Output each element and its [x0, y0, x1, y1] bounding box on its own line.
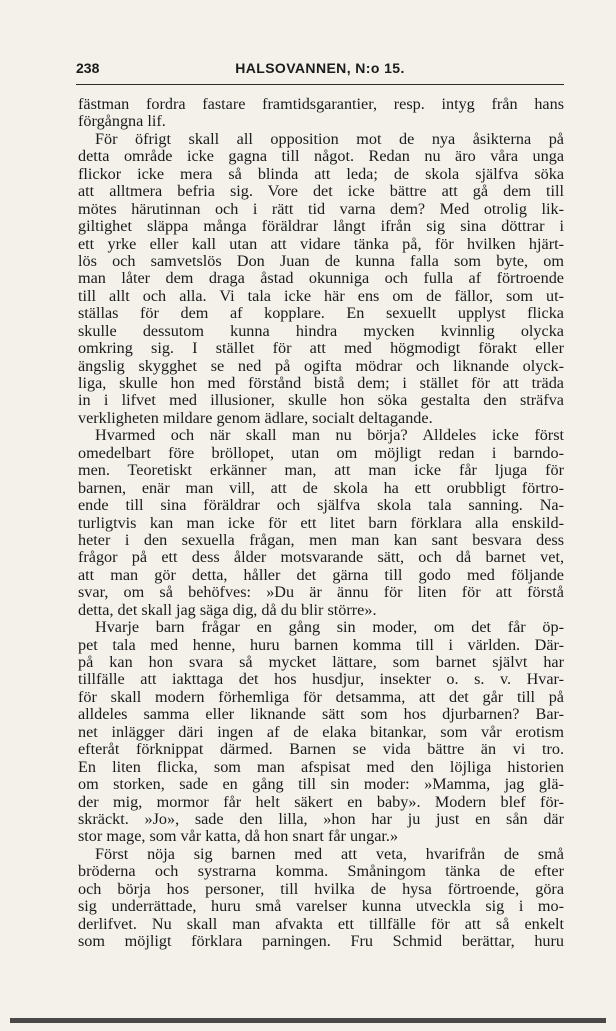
text-line: turligtvis kan man icke för ett litet barn förklara alla enskild- [78, 513, 564, 532]
text-line: för skall modern förhemliga för detsamma, att det går till på [78, 687, 564, 706]
header-rule [76, 84, 564, 85]
text-line: att man gör detta, håller det gärna till godo med följande [78, 565, 564, 584]
text-line: ställas för dem af kopplare. En sexuellt upplyst flicka [78, 304, 564, 323]
text-line: tillfälle att iakttaga det hos husdjur, insekter o. s. v. Hvar- [78, 670, 564, 689]
text-line: sig underrättade, huru små varelser kunna utveckla sig i mo- [78, 897, 564, 916]
text-line: För öfrigt skall all opposition mot de nya åsikterna på [95, 129, 564, 148]
text-line: att alltmera befria sig. Vore det icke bättre att gå dem till [78, 182, 564, 201]
text-line: och börja hos personer, till hvilka de hysa förtroende, göra [78, 879, 564, 898]
text-line: om storken, sade en gång till sin moder: »Mamma, jag glä- [78, 775, 564, 794]
text-line: detta område icke gagna till något. Redan nu äro våra unga [78, 147, 564, 166]
text-line: till allt och alla. Vi tala icke här ens om de fällor, som ut- [78, 286, 564, 305]
text-line: omedelbart före bröllopet, utan om möjligt redan i barndo- [78, 443, 564, 462]
text-line: bröderna och systrarna komma. Småningom tänka de efter [78, 862, 564, 881]
text-line: En liten flicka, som man afspisat med den löjliga historien [78, 757, 564, 776]
text-line: stor mage, som vår katta, då hon snart får ungar.» [78, 827, 399, 846]
text-line: ende till sina föräldrar och själfva skola tala sanning. Na- [78, 496, 564, 515]
text-line: in i lifvet med illusioner, skulle hon söka gestalta den sträfva [78, 391, 564, 410]
text-line: flickor icke mera så blinda att leda; de skola själfva söka [78, 164, 564, 183]
text-line: derlifvet. Nu skall man afvakta ett tillfälle för att så enkelt [78, 914, 564, 933]
text-line: omkring sig. I stället för att med högmodigt förakt eller [78, 339, 564, 358]
text-line: frågor på ett dess ålder motsvarande sätt, och då barnet vet, [78, 548, 564, 567]
text-line: alldeles samma eller liknande sätt som hos djurbarnen? Bar- [78, 705, 564, 724]
text-line: lös och samvetslös Don Juan de kunna falla som byte, om [78, 251, 564, 270]
text-line: Hvarje barn frågar en gång sin moder, om det får öp- [95, 618, 564, 637]
text-line: skräckt. »Jo», sade den lilla, »hon har ju just en sån där [78, 809, 564, 828]
text-line: mötes härutinnan och i rätt tid varna dem? Med otrolig lik- [78, 199, 564, 218]
body-text [78, 96, 564, 950]
text-line: detta, det skall jag säga dig, då du blir större». [78, 600, 377, 619]
text-line: liga, skulle hon med förstånd bistå dem; i stället för att träda [78, 374, 564, 392]
text-line: förgångna lif. [78, 112, 166, 131]
text-line: på kan hon svara så mycket lättare, som barnet självt har [78, 653, 564, 671]
text-line: svar, om så behöfves: »Du är ännu för liten för att förstå [78, 583, 564, 602]
text-line: Hvarmed och när skall man nu börja? Alldeles icke först [95, 426, 564, 445]
text-line: skulle dessutom kunna hindra mycken kvinnlig olycka [78, 321, 564, 340]
text-line: fästman fordra fastare framtidsgarantier, resp. intyg från hans [78, 95, 564, 113]
text-line: Först nöja sig barnen med att veta, hvarifrån de små [95, 844, 564, 863]
text-line: giltighet släppa många föräldrar långt ifrån sig sina döttrar i [78, 217, 564, 236]
text-line: der mig, mormor får helt säkert en baby». Modern blef för- [78, 792, 564, 811]
scan-edge-mark [10, 1018, 606, 1023]
running-title: HALSOVANNEN, N:o 15. [235, 60, 405, 76]
text-line: barnen, enär man vill, att de skola ha ett orubbligt förtro- [78, 478, 564, 497]
page-number: 238 [76, 60, 100, 76]
text-line: efteråt förknippat därmed. Barnen se vida bättre än vi tro. [78, 740, 564, 759]
page-header [76, 60, 564, 84]
text-line: heter i den sexuella frågan, men man kan sant besvara dess [78, 530, 564, 549]
text-line: som möjligt förklara parningen. Fru Schmid berättar, huru [78, 932, 564, 950]
text-line: net inlägger däri ingen af de elaka bitankar, som vår erotism [78, 722, 564, 741]
text-line: men. Teoretiskt erkänner man, att man icke får ljuga för [78, 461, 564, 480]
text-line: ett yrke eller kall utan att vidare tänka på, för hvilken hjärt- [78, 234, 564, 253]
text-line: pet tala med henne, huru barnen komma till i världen. Där- [78, 635, 564, 654]
text-line: man låter dem draga åstad okunniga och fulla af förtroende [78, 269, 564, 288]
text-line: verkligheten mildare genom ädlare, socialt deltagande. [78, 408, 433, 427]
text-line: ängslig skygghet se ned på ogifta mödrar och liknande olyck- [78, 356, 564, 375]
